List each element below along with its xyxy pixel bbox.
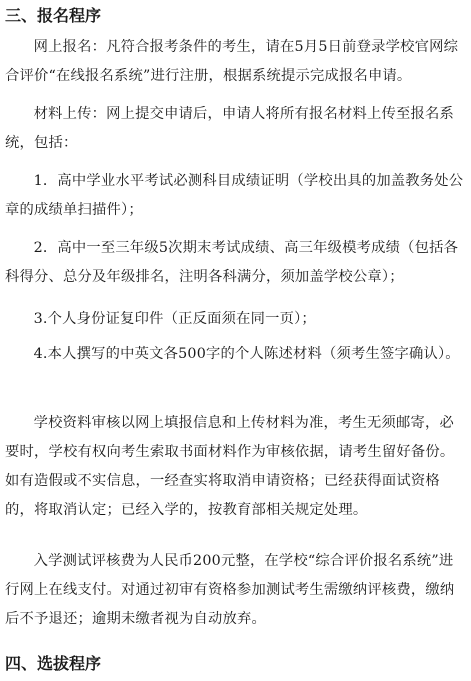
paragraph-material-upload: 材料上传：网上提交申请后，申请人将所有报名材料上传至报名系统，包括：	[5, 106, 454, 151]
paragraph-item-1: 1．高中学业水平考试必测科目成绩证明（学校出具的加盖教务处公章的成绩单扫描件）；	[5, 173, 464, 218]
paragraph-item-2: 2．高中一至三年级5次期末考试成绩、高三年级模考成绩（包括各科得分、总分及年级排名，注明各科满分，须加盖学校公章）；	[5, 240, 459, 285]
paragraph-fee: 入学测试评核费为人民币200元整，在学校“综合评价报名系统”进行网上在线支付。对通过初审有资格参加测试考生需缴纳评核费，缴纳后不予退还；逾期未缴者视为自动放弃。	[5, 553, 455, 627]
paragraph-review-policy: 学校资料审核以网上填报信息和上传材料为准，考生无须邮寄，必要时，学校有权向考生索取书面材料作为审核依据，请考生留好备份。如有造假或不实信息，一经查实将取消申请资格；已经获得面试资格的，将取消认定；已经入学的，按教育部相关规定处理。	[5, 415, 455, 518]
section-heading-selection: 四、选拔程序	[5, 654, 102, 673]
section-heading-registration: 三、报名程序	[5, 6, 102, 25]
paragraph-online-registration: 网上报名：凡符合报考条件的考生，请在5月5日前登录学校官网综合评价“在线报名系统”进行注册，根据系统提示完成报名申请。	[5, 39, 459, 84]
paragraph-item-3: 3.个人身份证复印件（正反面须在同一页）；	[33, 311, 316, 327]
paragraph-item-4: 4.本人撰写的中英文各500字的个人陈述材料（须考生签字确认）。	[33, 346, 460, 362]
